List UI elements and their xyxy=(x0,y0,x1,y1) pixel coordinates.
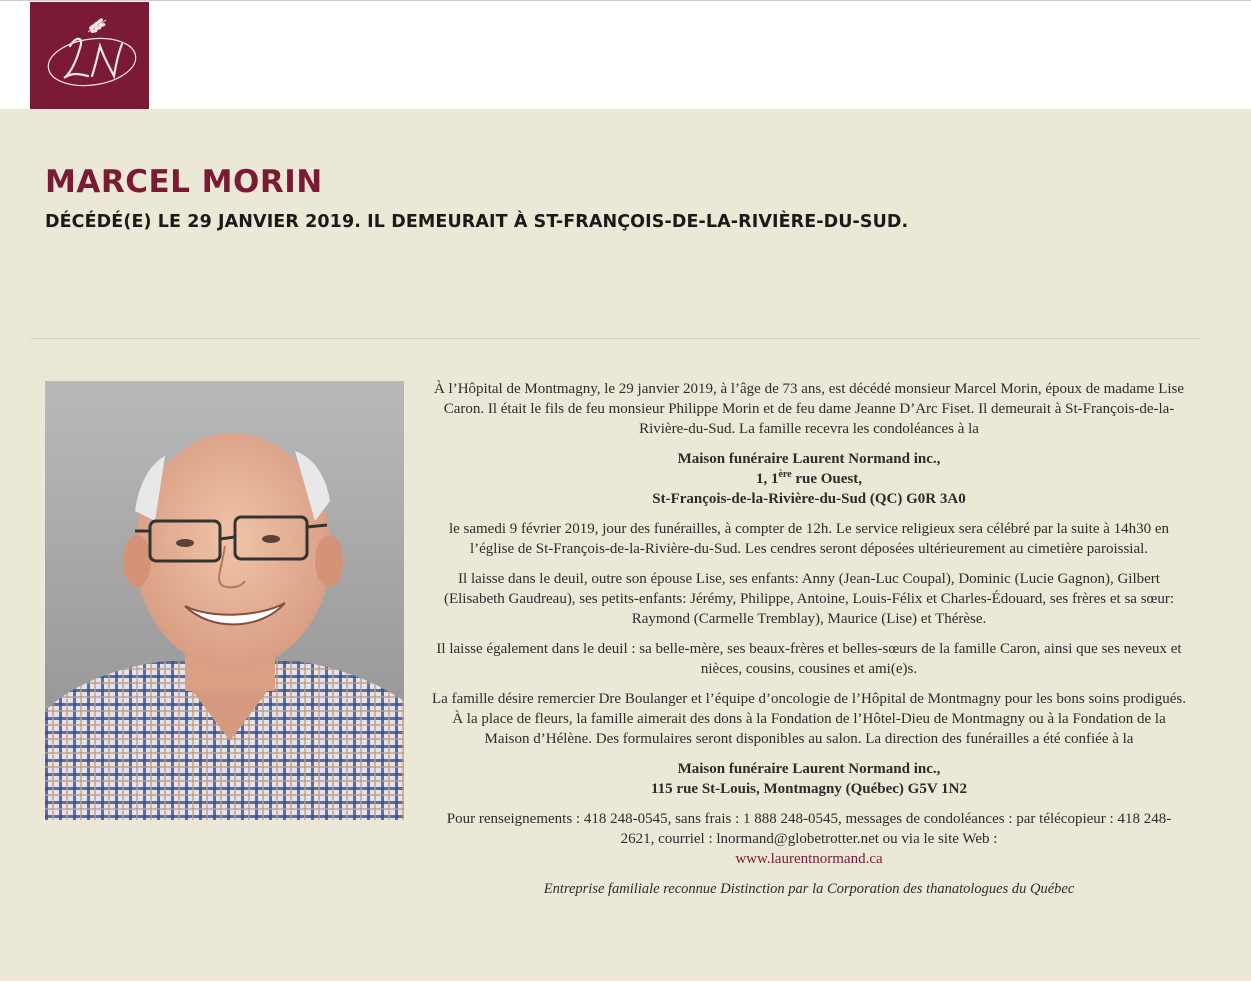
obituary-text xyxy=(430,379,1188,909)
brand-logo[interactable] xyxy=(30,2,149,109)
contact-text: Pour renseignements : 418 248-0545, sans frais : 1 888 248-0545, messages de condoléances : par télécopieur : 418 248-2621, courriel : lnormand@globetrotter.net ou via le site Web : xyxy=(446,811,1172,847)
site-header xyxy=(0,1,1251,109)
death-summary: DÉCÉDÉ(E) LE 29 JANVIER 2019. IL DEMEURAIT À ST-FRANÇOIS-DE-LA-RIVIÈRE-DU-SUD. xyxy=(45,212,909,232)
website-link[interactable]: www.laurentnormand.ca xyxy=(735,851,883,867)
obituary-paragraph: Il laisse dans le deuil, outre son épouse Lise, ses enfants: Anny (Jean-Luc Coupal), Dominic (Lucie Gagnon), Gilbert (Elisabeth Gaudreau), ses petits-enfants: Jérémy, Philippe, Antoine, Louis-Félix et Charles-Édouard, ses frères et sa sœur: Raymond (Carmelle Tremblay), Maurice (Lise) et Thérèse. xyxy=(443,571,1175,627)
address-line: Maison funéraire Laurent Normand inc., xyxy=(677,761,941,777)
obituary-paragraph: À l’Hôpital de Montmagny, le 29 janvier 2019, à l’âge de 73 ans, est décédé monsieur Marcel Morin, époux de madame Lise Caron. Il était le fils de feu monsieur Philippe Morin et de feu dame Jeanne D’Arc Fiset. Il demeurait à St-François-de-la-Rivière-du-Sud. La famille recevra les condoléances à la xyxy=(433,381,1185,437)
obituary-paragraph: Il laisse également dans le deuil : sa belle-mère, ses beaux-frères et belles-sœurs de la famille Caron, ainsi que ses neveux et nièces, cousins, cousines et ami(e)s. xyxy=(436,641,1182,677)
portrait-image xyxy=(45,381,404,820)
logo-emblem-icon xyxy=(30,2,149,109)
address-line: St-François-de-la-Rivière-du-Sud (QC) G0R 3A0 xyxy=(652,491,966,507)
obituary-section xyxy=(0,109,1251,983)
section-divider xyxy=(30,338,1200,339)
company-tagline: Entreprise familiale reconnue Distinction par la Corporation des thanatologues du Québec xyxy=(543,881,1075,897)
obituary-paragraph: le samedi 9 février 2019, jour des funérailles, à compter de 12h. Le service religieux sera célébré par la suite à 14h30 en l’église de St-François-de-la-Rivière-du-Sud. Les cendres seront déposées ultérieurement au cimetière paroissial. xyxy=(448,521,1170,557)
address-line: 1, 1ère rue Ouest, xyxy=(755,469,863,487)
funeral-home-address xyxy=(430,759,1188,799)
deceased-photo xyxy=(45,381,404,820)
contact-info xyxy=(430,809,1188,869)
address-line: 115 rue St-Louis, Montmagny (Québec) G5V 1N2 xyxy=(651,781,967,797)
address-line: Maison funéraire Laurent Normand inc., xyxy=(677,451,941,467)
obituary-paragraph: La famille désire remercier Dre Boulanger et l’équipe d’oncologie de l’Hôpital de Montmagny pour les bons soins prodigués. À la place de fleurs, la famille aimerait des dons à la Fondation de l’Hôtel-Dieu de Montmagny ou à la Fondation de la Maison d’Hélène. Des formulaires seront disponibles au salon. La direction des funérailles a été confiée à la xyxy=(432,691,1186,747)
funeral-home-address xyxy=(430,449,1188,509)
deceased-name: MARCEL MORIN xyxy=(45,164,323,200)
